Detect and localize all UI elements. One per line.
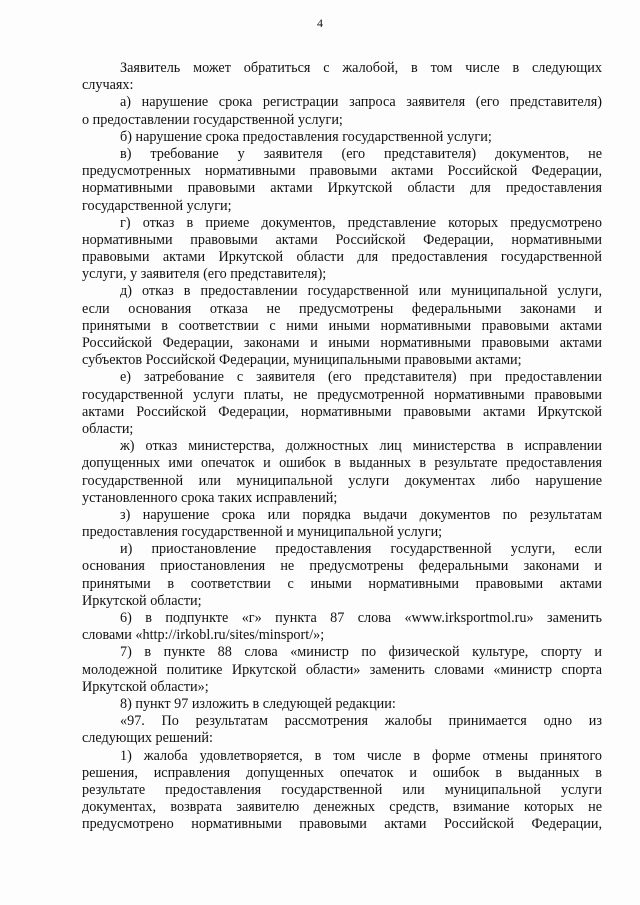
text-line: 8) пункт 97 изложить в следующей редакции: <box>120 695 396 712</box>
text-line: нормативными правовыми актами Иркутской области для предоставления <box>82 180 602 197</box>
paragraph-zh <box>82 438 602 507</box>
text-line: ж) отказ министерства, должностных лиц министерства в исправлении <box>120 438 602 455</box>
paragraph-v <box>82 146 602 215</box>
text-line: принятыми в соответствии с ними иными нормативными правовыми актами <box>82 317 602 334</box>
paragraph-intro <box>82 60 602 94</box>
document-body <box>82 60 602 833</box>
text-line: предусмотрено нормативными правовыми актами Российской Федерации, <box>82 816 602 833</box>
text-line: словами «http://irkobl.ru/sites/minsport/»; <box>82 627 325 644</box>
text-line: принятыми в соответствии с иными нормативными правовыми актами <box>82 575 602 592</box>
text-line: нормативными правовыми актами Российской Федерации, нормативными <box>82 231 602 248</box>
text-line: в) требование у заявителя (его представителя) документов, не <box>120 145 602 162</box>
text-line: результате предоставления государственной или муниципальной услуги <box>82 781 602 798</box>
text-line: если основания отказа не предусмотрены федеральными законами и <box>82 300 602 317</box>
paragraph-p6 <box>82 610 602 644</box>
text-line: е) затребование с заявителя (его представителя) при предоставлении <box>120 369 602 386</box>
text-line: государственной услуги; <box>82 197 232 214</box>
text-line: правовыми актами Иркутской области для предоставления государственной <box>82 249 602 266</box>
text-line: случаях: <box>82 77 134 94</box>
paragraph-b <box>82 129 602 146</box>
paragraph-p7 <box>82 644 602 696</box>
paragraph-p97 <box>82 713 602 747</box>
text-line: д) отказ в предоставлении государственной или муниципальной услуги, <box>120 283 602 300</box>
text-line: государственной или муниципальной услуги документах либо нарушение <box>82 472 602 489</box>
text-line: 6) в подпункте «г» пункта 87 слова «www.irksportmol.ru» заменить <box>120 610 602 626</box>
paragraph-a <box>82 94 602 128</box>
text-line: и) приостановление предоставления государственной услуги, если <box>120 541 602 558</box>
text-line: о предоставлении государственной услуги; <box>82 111 343 128</box>
paragraph-r1 <box>82 748 602 834</box>
text-line: з) нарушение срока или порядка выдачи документов по результатам <box>120 506 602 523</box>
paragraph-p8 <box>82 696 602 713</box>
text-line: установленного срока таких исправлений; <box>82 489 338 506</box>
text-line: области; <box>82 420 134 437</box>
text-line: предоставления государственной и муниципальной услуги; <box>82 524 443 541</box>
text-line: 7) в пункте 88 слова «министр по физической культуре, спорту и <box>120 644 602 661</box>
text-line: следующих решений: <box>82 730 213 747</box>
text-line: субъектов Российской Федерации, муниципальными правовыми актами; <box>82 352 522 369</box>
text-line: услуги, у заявителя (его представителя); <box>82 266 327 283</box>
text-line: а) нарушение срока регистрации запроса заявителя (его представителя) <box>120 94 602 111</box>
paragraph-g <box>82 215 602 284</box>
paragraph-i <box>82 541 602 610</box>
text-line: документах, возврата заявителю денежных средств, взимание которых не <box>82 799 602 816</box>
text-line: «97. По результатам рассмотрения жалобы принимается одно из <box>120 713 602 730</box>
text-line: Заявитель может обратиться с жалобой, в том числе в следующих <box>120 60 602 76</box>
text-line: допущенных ими опечаток и ошибок в выданных в результате предоставления <box>82 455 602 472</box>
text-line: г) отказ в приеме документов, представление которых предусмотрено <box>120 214 602 231</box>
paragraph-d <box>82 283 602 369</box>
text-line: актами Российской Федерации, нормативными правовыми актами Иркутской <box>82 403 602 420</box>
text-line: Российской Федерации, законами и иными нормативными правовыми актами <box>82 335 602 351</box>
paragraph-e <box>82 369 602 438</box>
text-line: основания приостановления не предусмотрены федеральными законами и <box>82 558 602 575</box>
text-line: 1) жалоба удовлетворяется, в том числе в форме отмены принятого <box>120 747 602 764</box>
text-line: молодежной политике Иркутской области» заменить словами «министр спорта <box>82 661 602 678</box>
text-line: б) нарушение срока предоставления государственной услуги; <box>120 128 492 145</box>
text-line: предусмотренных нормативными правовыми актами Российской Федерации, <box>82 163 602 180</box>
paragraph-z <box>82 507 602 541</box>
text-line: решения, исправления допущенных опечаток и ошибок в выданных в <box>82 764 602 781</box>
page-number: 4 <box>317 16 323 30</box>
text-line: Иркутской области; <box>82 592 202 609</box>
text-line: государственной услуги платы, не предусмотренной нормативными правовыми <box>82 386 602 403</box>
text-line: Иркутской области»; <box>82 678 209 695</box>
